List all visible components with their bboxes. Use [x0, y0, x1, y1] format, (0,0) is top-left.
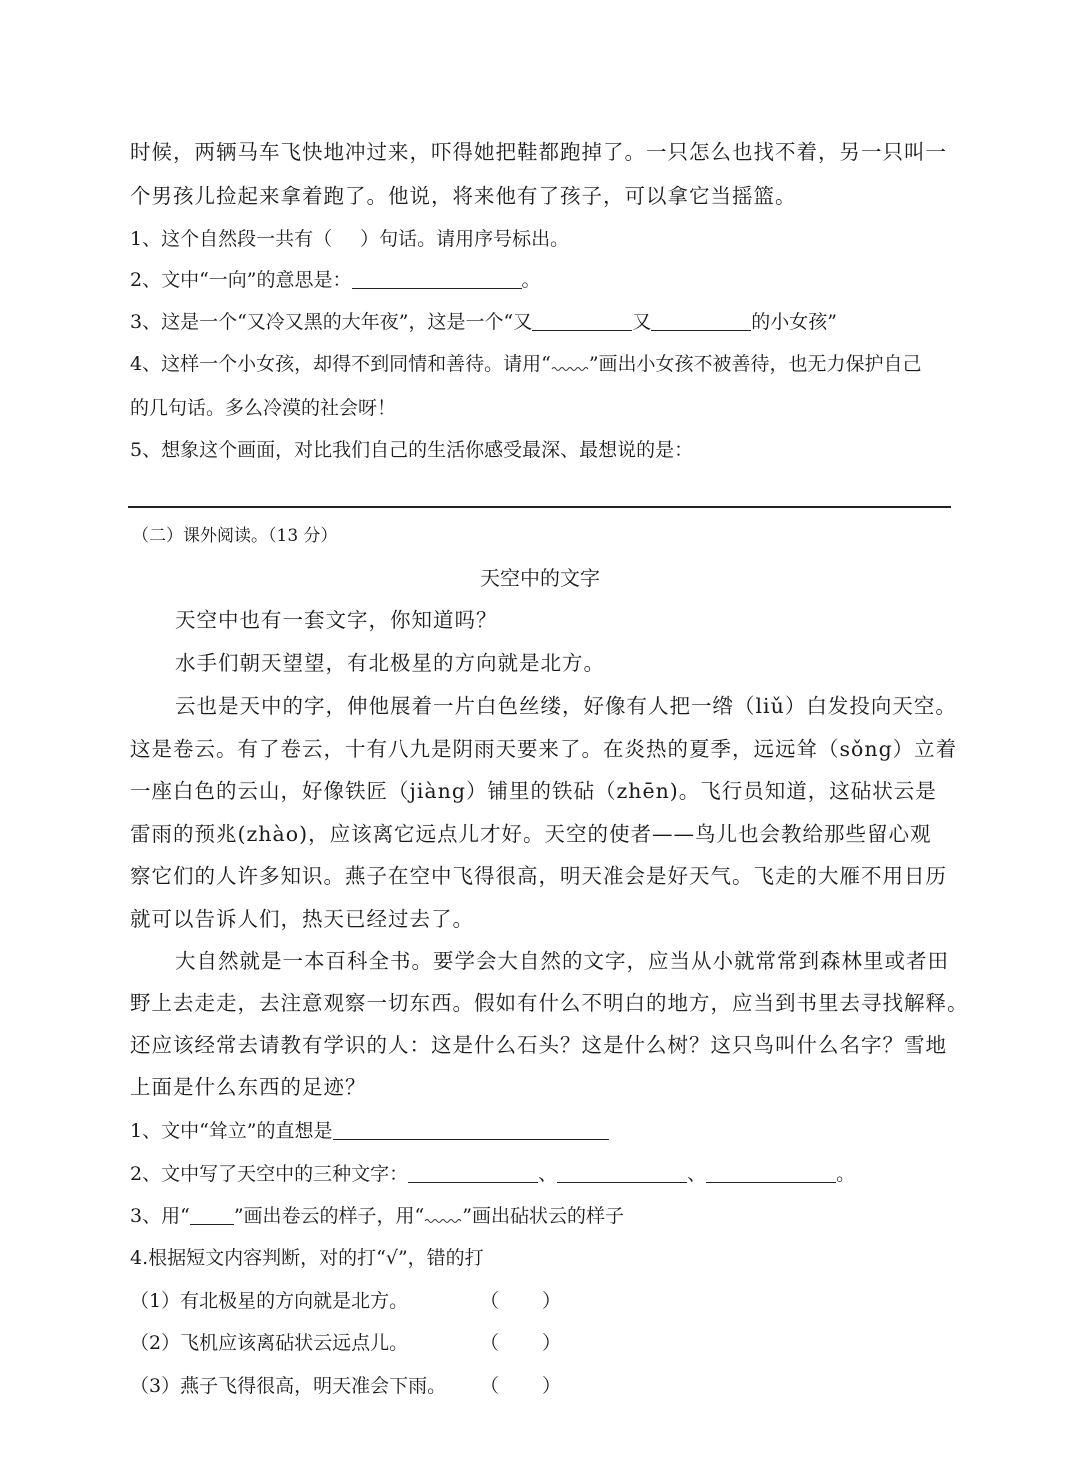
passage1-line-1: 时候，两辆马车飞快地冲过来，吓得她把鞋都跑掉了。一只怎么也找不着，另一只叫一: [130, 140, 947, 164]
straight-line-icon: [190, 1206, 234, 1225]
q-text: 1、文中“耸立”的直想是: [130, 1120, 333, 1142]
wavy-line-icon: [424, 1210, 462, 1224]
question-1-2: [130, 266, 541, 294]
q-text: ”画出砧状云的样子: [462, 1205, 624, 1227]
judge-text: （3）燕子飞得很高，明天准会下雨。: [130, 1375, 447, 1397]
q-text: 、: [538, 1163, 558, 1185]
q-text: 。: [836, 1163, 856, 1185]
passage1-line-2: 个男孩儿捡起来拿着跑了。他说，将来他有了孩子，可以拿它当摇篮。: [130, 184, 797, 208]
judge-paren-close: ）: [542, 1375, 562, 1397]
question-1-5: 5、想象这个画面，对比我们自己的生活你感受最深、最想说的是：: [130, 439, 694, 461]
passage2-p3-line2: 这是卷云。有了卷云，十有八九是阴雨天要来了。在炎热的夏季，远远耸（sǒng）立着: [130, 737, 958, 761]
judge-text: （1）有北极星的方向就是北方。: [130, 1290, 409, 1312]
judge-item-1: [130, 1287, 562, 1315]
q-text: ”画出小女孩不被善待，也无力保护自己: [588, 353, 922, 375]
q-text: 的小女孩”: [751, 311, 837, 333]
answer-blank[interactable]: [557, 1162, 687, 1183]
judge-paren-close: ）: [542, 1290, 562, 1312]
passage-title: 天空中的文字: [480, 566, 600, 590]
passage2-p3-line5: 察它们的人许多知识。燕子在空中飞得很高，明天准会是好天气。飞走的大雁不用日历: [130, 864, 947, 888]
question-1-1: [130, 225, 569, 253]
answer-line[interactable]: [128, 506, 951, 508]
q-text: 。: [521, 269, 541, 291]
q-text: 又: [632, 311, 652, 333]
passage2-p3-line4: 雷雨的预兆(zhào)，应该离它远点儿才好。天空的使者——鸟儿也会教给那些留心观: [130, 822, 932, 846]
question-2-2: [130, 1160, 855, 1188]
judge-paren-open: （: [480, 1375, 500, 1397]
judge-paren-open: （: [480, 1332, 500, 1354]
passage2-p4-line1: 大自然就是一本百科全书。要学会大自然的文字，应当从小就常常到森林里或者田: [175, 949, 949, 973]
q-text: 3、这是一个“又冷又黑的大年夜”，这是一个“又: [130, 311, 533, 333]
question-1-4-cont: 的几句话。多么冷漠的社会呀！: [130, 397, 397, 419]
section-heading: （二）课外阅读。（13 分）: [132, 526, 338, 546]
judge-paren-open: （: [480, 1290, 500, 1312]
passage2-p4-line4: 上面是什么东西的足迹？: [130, 1075, 367, 1099]
wavy-line-icon: [551, 358, 589, 372]
question-1-3: [130, 308, 837, 336]
answer-blank[interactable]: [532, 310, 632, 331]
answer-blank[interactable]: [408, 1162, 538, 1183]
judge-text: （2）飞机应该离砧状云远点儿。: [130, 1332, 409, 1354]
question-2-3: [130, 1202, 624, 1230]
passage2-p4-line2: 野上去走走，去注意观察一切东西。假如有什么不明白的地方，应当到书里去寻找解释。: [130, 991, 969, 1015]
q-text: ）句话。请用序号标出。: [360, 228, 570, 250]
judge-item-2: [130, 1329, 562, 1357]
passage2-p3-line6: 就可以告诉人们，热天已经过去了。: [130, 907, 474, 931]
answer-blank[interactable]: [651, 310, 751, 331]
passage2-p1: 天空中也有一套文字，你知道吗？: [175, 608, 498, 632]
passage2-p4-line3: 还应该经常去请教有学识的人：这是什么石头？这是什么树？这只鸟叫什么名字？雪地: [130, 1033, 947, 1057]
question-1-4: [130, 350, 922, 378]
q-text: 、: [687, 1163, 707, 1185]
q-text: 2、文中“一向”的意思是：: [130, 269, 352, 291]
judge-paren-close: ）: [542, 1332, 562, 1354]
answer-blank[interactable]: [352, 268, 522, 289]
judge-item-3: [130, 1372, 562, 1400]
passage2-p3-line1: 云也是天中的字，伸他展着一片白色丝缕，好像有人把一绺（liǔ）白发投向天空。: [175, 694, 957, 718]
question-2-4: 4.根据短文内容判断，对的打“√”，错的打: [130, 1247, 484, 1269]
passage2-p3-line3: 一座白色的云山，好像铁匠（jiàng）铺里的铁砧（zhēn)。飞行员知道，这砧状云是: [130, 779, 937, 803]
q-text: 4、这样一个小女孩，却得不到同情和善待。请用“: [130, 353, 551, 375]
question-2-1: [130, 1117, 609, 1145]
q-text: ”画出卷云的样子，用“: [233, 1205, 425, 1227]
q-text: 3、用“: [130, 1205, 190, 1227]
answer-blank[interactable]: [706, 1162, 836, 1183]
q-text: 2、文中写了天空中的三种文字：: [130, 1163, 409, 1185]
answer-blank[interactable]: [333, 1119, 609, 1140]
q-text: 1、这个自然段一共有（: [130, 228, 333, 250]
passage2-p2: 水手们朝天望望，有北极星的方向就是北方。: [175, 651, 605, 675]
